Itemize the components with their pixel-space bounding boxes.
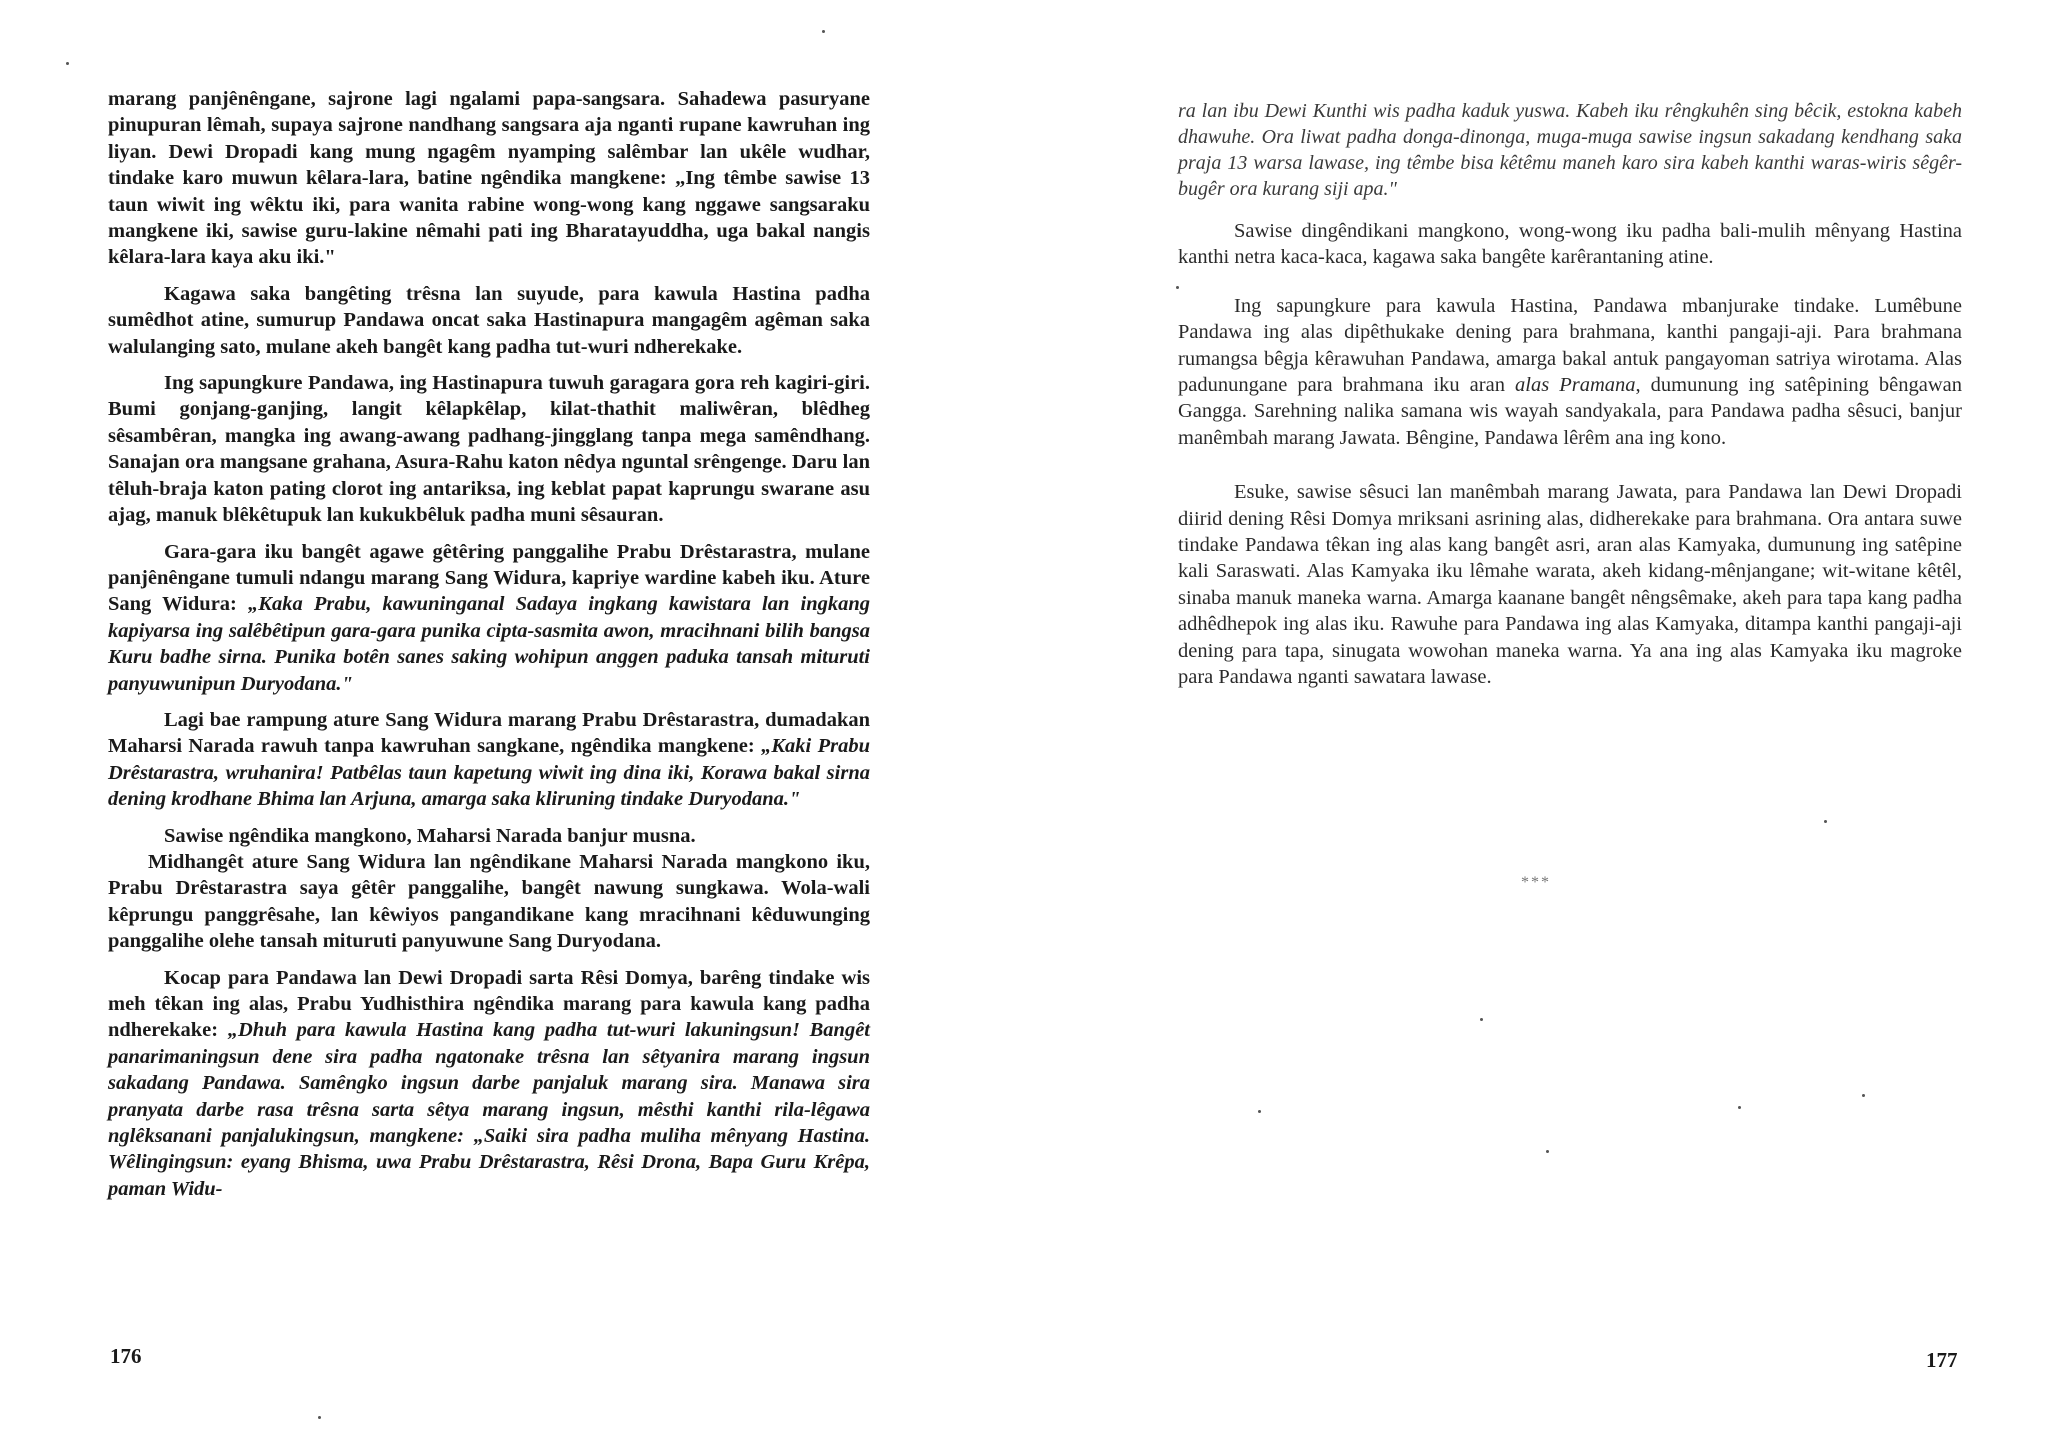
page-number: 177 <box>1926 1348 1958 1372</box>
place-name-italic: alas Pramana <box>1515 374 1636 397</box>
left-page-text <box>108 86 870 1212</box>
paragraph-text: Ing sapungkure para kawula Hastina, Pandawa mbanjurake tindake. Lumêbune Pandawa ing alas dipêthukake dening para brahmana, kanthi pangaji-aji. Para brahmana rumangsa bêgja kêrawuhan Pandawa, amarga bakal antuk pangayoman satriya wirotama. Alas padunungane para brahmana iku aran <box>1178 294 1962 397</box>
paragraph: Esuke, sawise sêsuci lan manêmbah marang Jawata, para Pandawa lan Dewi Dropadi diirid dening Rêsi Domya mriksani asrining alas, didherekake para brahmana. Ora antara suwe tindake Pandawa têkan ing alas kang bangêt asri, aran alas Kamyaka, dumunung ing satêpine kali Saraswati. Alas Kamyaka iku lêmahe warata, akeh kidang-mênjangane; wit-witane kêtêl, sinaba manuk maneka warna. Amarga kaanane bangêt nêngsêmake, akeh para tapa kang padha adhêdhepok ing alas iku. Rawuhe para Pandawa ing alas Kamyaka, ditampa kanthi pangaji-aji dening para tapa, sinugata wowohan maneka warna. Ya ana ing alas Kamyaka iku magroke para Pandawa nganti sawatara lawase. <box>1178 481 1962 689</box>
paragraph-text: Lagi bae rampung ature Sang Widura marang Prabu Drêstarastra, dumadakan Maharsi Narada rawuh tanpa kawruhan sangkane, ngêndika mangkene: <box>108 708 870 758</box>
paper-speck <box>66 62 69 65</box>
paragraph: Kagawa saka bangêting trêsna lan suyude, para kawula Hastina padha sumêdhot atine, sumurup Pandawa oncat saka Hastinapura mangagêm agêman saka walulanging sato, mulane akeh bangêt kang padha tut-wuri ndherekake. <box>108 282 870 358</box>
paper-speck <box>1480 1018 1483 1021</box>
paragraph <box>108 707 870 813</box>
quote-italic: „Kaka Prabu, kawuninganal Sadaya ingkang kawistara lan ingkang kapiyarsa ing salêbêtipun gara-gara punika cipta-sasmita awon, mracihnani bilih bangsa Kuru badhe sirna. Punika botên sanes saking wohipun anggen paduka tansah mituruti panyuwunipun Duryodana." <box>108 593 870 695</box>
paper-speck <box>822 30 825 33</box>
paragraph-text: Gara-gara iku bangêt agawe gêtêring panggalihe Prabu Drêstarastra, mulane panjênêngane tumuli ndangu marang Sang Widura, kapriye wardine kabeh iku. Ature Sang Widura: <box>108 540 870 616</box>
paragraph <box>108 539 870 697</box>
paragraph: Ing sapungkure Pandawa, ing Hastinapura tuwuh garagara gora reh kagiri-giri. Bumi gonjang-ganjing, langit kêlapkêlap, kilat-thathit maliwêran, blêdheg sêsambêran, mangka ing awang-awang padhang-jingglang tanpa mega samêndhang. Sanajan ora mangsane grahana, Asura-Rahu katon nêdya nguntal srêngenge. Daru lan têluh-braja katon pating clorot ing antariksa, ing keblat papat kaprungu swarane asu ajag, manuk blêkêtupuk lan kukukbêluk padha muni sêsauran. <box>108 372 870 527</box>
right-page-text <box>1178 98 1962 701</box>
paragraph: Sawise ngêndika mangkono, Maharsi Narada banjur musna. <box>164 824 696 847</box>
page-number: 176 <box>110 1344 142 1368</box>
paper-speck <box>1546 1150 1549 1153</box>
paper-speck <box>1258 1110 1261 1113</box>
quote-italic: „Kaki Prabu Drêstarastra, wruhanira! Patbêlas taun kapetung wiwit ing dina iki, Korawa bakal sirna dening krodhane Bhima lan Arjuna, amarga saka kliruning tindake Duryodana." <box>108 735 870 811</box>
paper-speck <box>1862 1094 1865 1097</box>
paragraph: ra lan ibu Dewi Kunthi wis padha kaduk yuswa. Kabeh iku rêngkuhên sing bêcik, estokna kabeh dhawuhe. Ora liwat padha donga-dinonga, muga-muga sawise ingsun sakadang kendhang saka praja 13 warsa lawase, ing têmbe bisa kêtêmu maneh karo sira kabeh kanthi waras-wiris sêgêr-bugêr ora kurang siji apa." <box>1178 100 1962 200</box>
paper-speck <box>1176 286 1179 289</box>
paragraph-text: Kocap para Pandawa lan Dewi Dropadi sarta Rêsi Domya, barêng tindake wis meh têkan ing alas, Prabu Yudhisthira ngêndika marang para kawula kang padha ndherekake: <box>108 966 870 1042</box>
paper-speck <box>1824 820 1827 823</box>
paragraph <box>108 965 870 1203</box>
quote-italic: „Dhuh para kawula Hastina kang padha tut-wuri lakuningsun! Bangêt panarimaningsun dene sira padha ngatonake trêsna lan sêtyanira marang ingsun sakadang Pandawa. Samêngko ingsun darbe panjaluk marang sira. Manawa sira pranyata darbe rasa trêsna sarta sêtya marang ingsun, mêsthi kanthi rila-lêgawa nglêksanani panjalukingsun, mangkene: „Saiki sira padha muliha mênyang Hastina. Wêlingingsun: eyang Bhisma, uwa Prabu Drêstarastra, Rêsi Drona, Bapa Guru Krêpa, paman Widu- <box>108 1019 870 1200</box>
paragraph: Midhangêt ature Sang Widura lan ngêndikane Maharsi Narada mangkono iku, Prabu Drêstarastra saya gêtêr panggalihe, bangêt nawung sungkawa. Wola-wali kêprungu panggrêsahe, lan kêwiyos pangandikane kang mracihnani kêduwunging panggalihe olehe tansah mituruti panyuwune Sang Duryodana. <box>108 850 870 953</box>
paragraph <box>1178 293 1962 451</box>
paragraph: Sawise dingêndikani mangkono, wong-wong iku padha bali-mulih mênyang Hastina kanthi netra kaca-kaca, kagawa saka bangête karêrantaning atine. <box>1178 220 1962 269</box>
paper-speck <box>1738 1106 1741 1109</box>
paragraph-text: , dumunung ing satêpining bêngawan Gangga. Sarehning nalika samana wis wayah sandyakala, para Pandawa padha sêsuci, banjur manêmbah marang Jawata. Bêngine, Pandawa lêrêm ana ing kono. <box>1178 374 1962 449</box>
section-separator: *** <box>1521 874 1551 891</box>
right-page <box>1024 0 2048 1448</box>
paragraph: marang panjênêngane, sajrone lagi ngalami papa-sangsara. Sahadewa pasuryane pinupuran lêmah, supaya sajrone nandhang sangsara aja nganti rupane kawruhan ing liyan. Dewi Dropadi kang mung ngagêm nyamping salêmbar lan ukêle wudhar, tindake karo muwun kêlara-lara, batine ngêndika mangkene: „Ing têmbe sawise 13 taun wiwit ing wêktu iki, para wanita rabine wong-wong kang nggawe sangsaraku mangkene iki, sawise guru-lakine nêmahi pati ing Bharatayuddha, uga bakal nangis kêlara-lara kaya aku iki." <box>108 88 870 269</box>
paper-speck <box>318 1416 321 1419</box>
